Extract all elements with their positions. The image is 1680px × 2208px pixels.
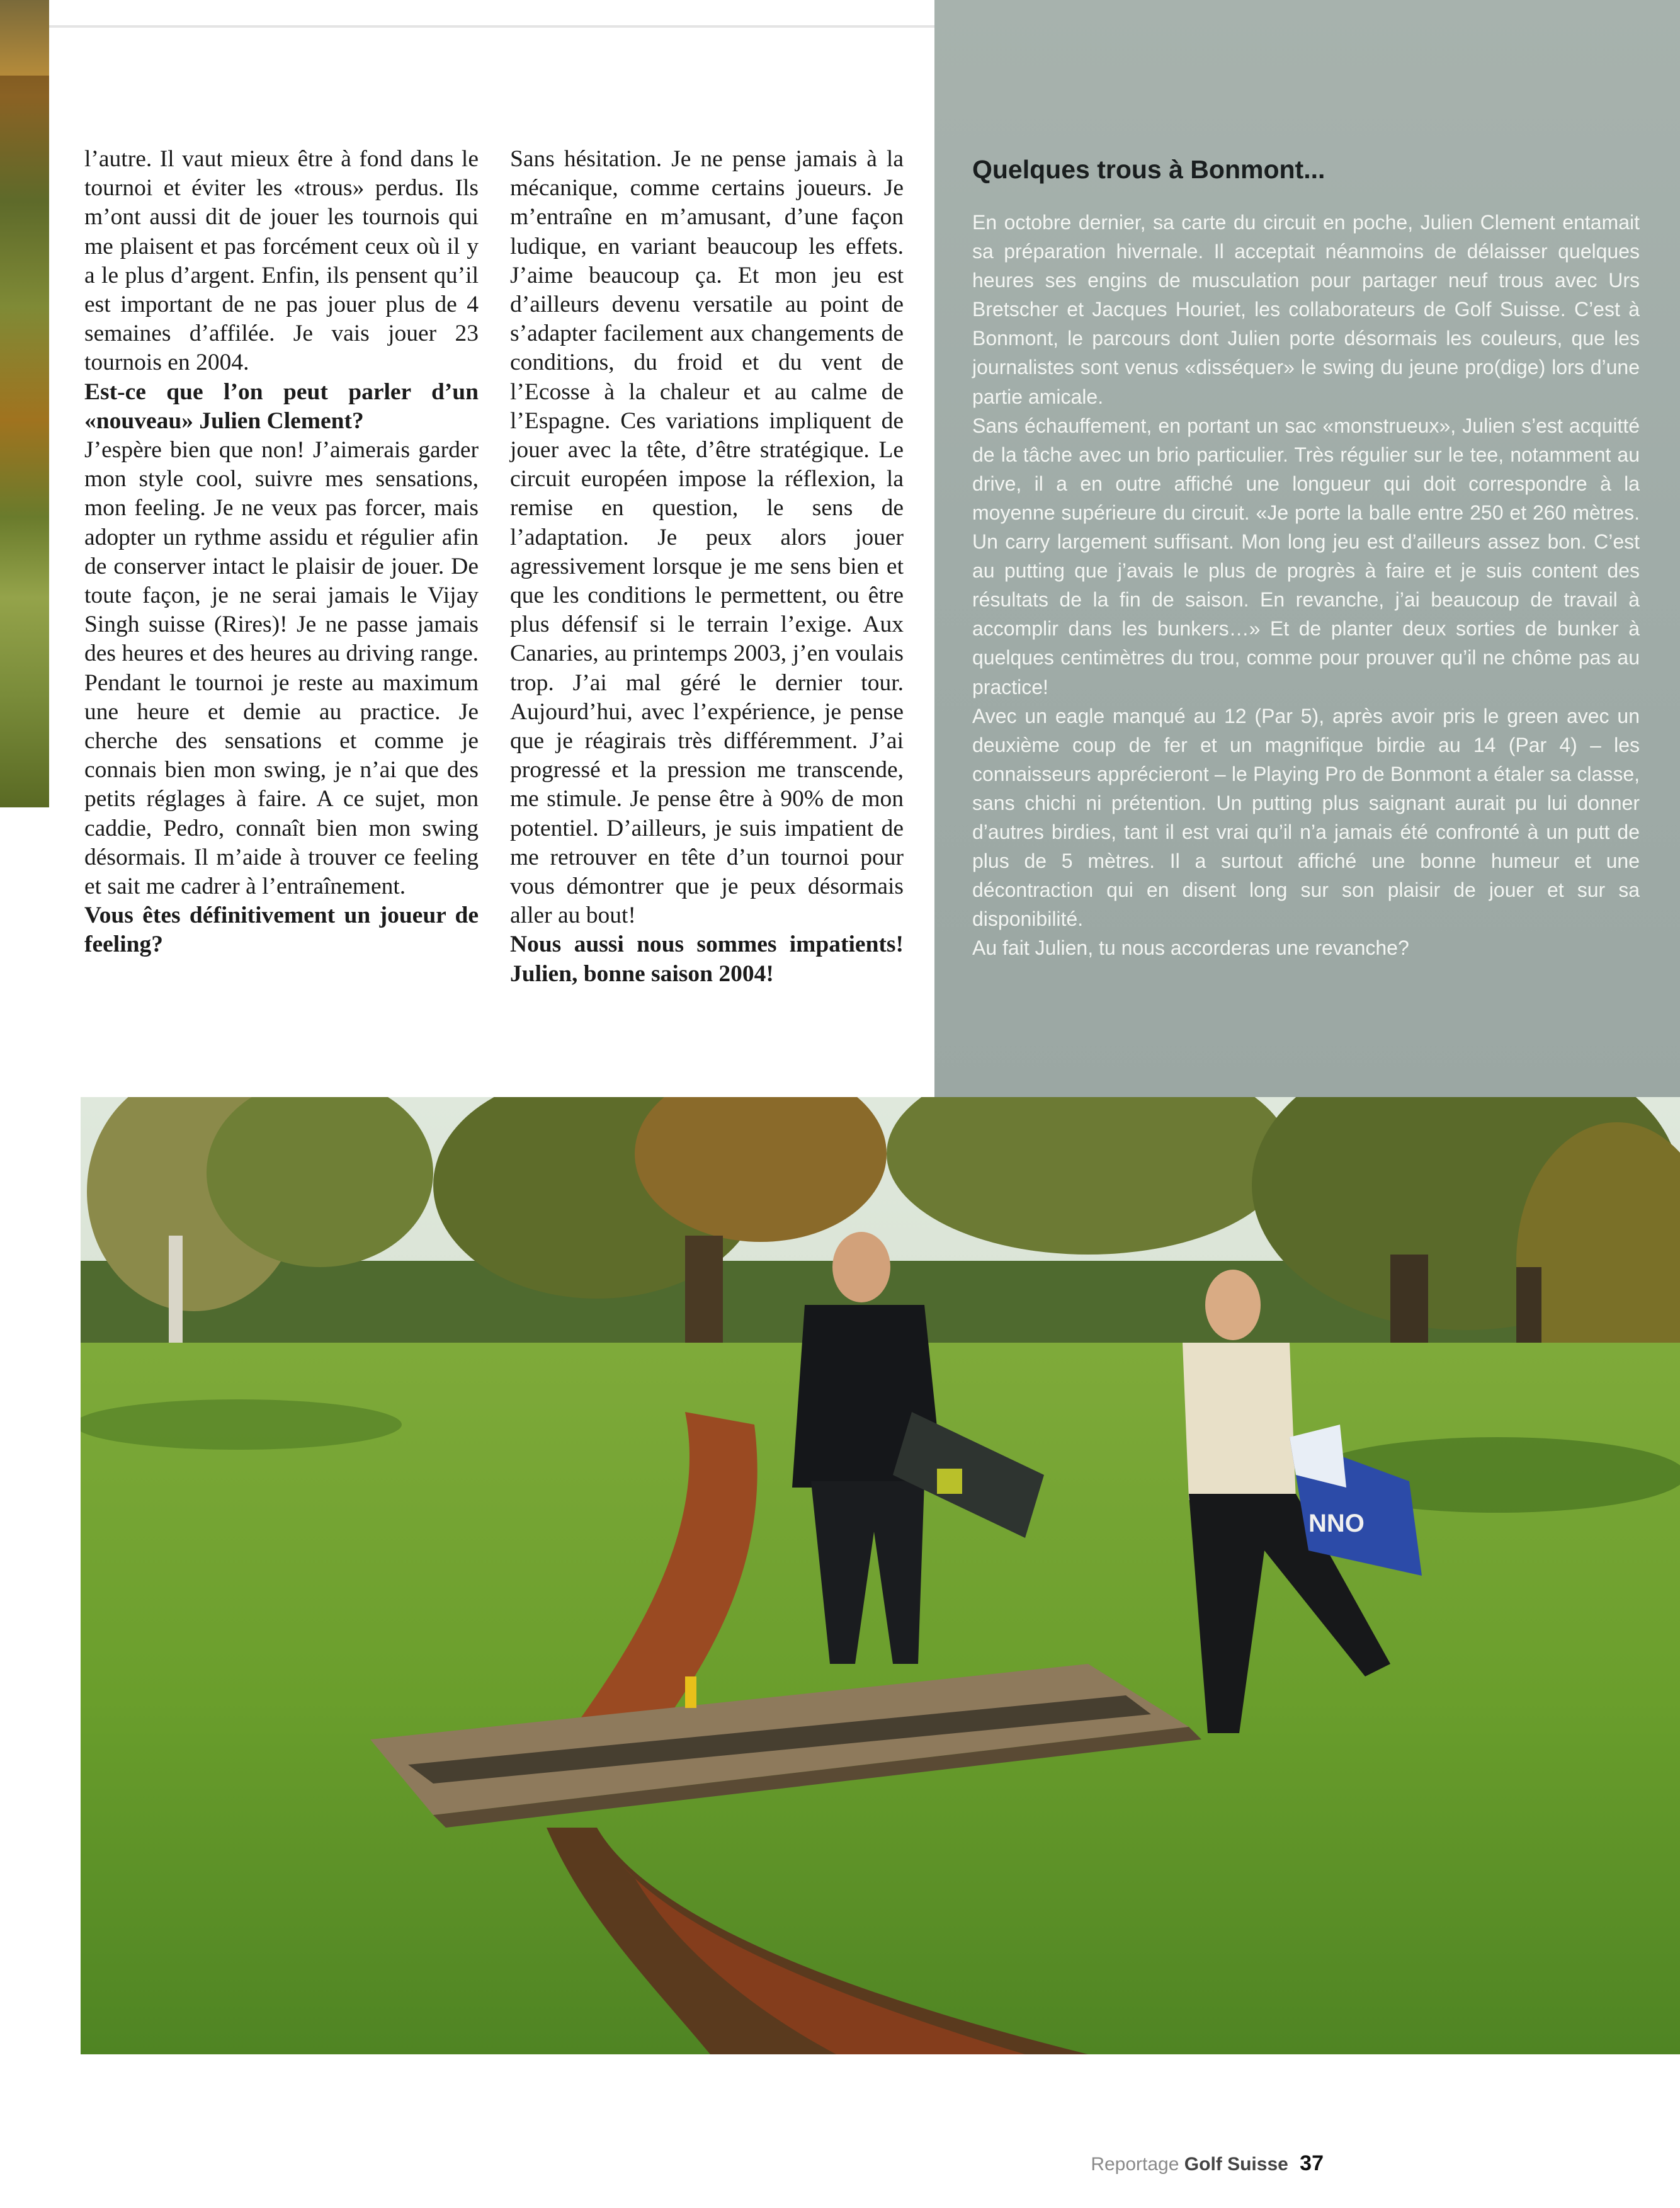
strip-foliage bbox=[0, 0, 49, 76]
page-number: 37 bbox=[1300, 2151, 1324, 2175]
article-column-1 bbox=[84, 145, 479, 960]
sidebar-paragraph: Avec un eagle manqué au 12 (Par 5), après avoir pris le green avec un deuxième coup de fer et un magnifique birdie au 14 (Par 4) – les connaisseurs apprécieront – le Playing Pro de Bonmont a étaler sa classe, sans chichi ni prétention. Un putting plus saignant aurait pu lui donner d’autres birdies, tant il est vrai qu’il n’a jamais été confronté à un putt de plus de 5 mètres. Il a surtout affiché une bonne humeur et une décontraction qui en disent long sur son plaisir de jouer et sur sa disponibilité. bbox=[972, 704, 1640, 931]
footer-magazine: Golf Suisse bbox=[1184, 2154, 1288, 2175]
left-edge-photo-strip bbox=[0, 0, 49, 807]
interview-answer: l’autre. Il vaut mieux être à fond dans le tournoi et éviter les «trous» perdus. Ils m’ont aussi dit de jouer les tournois qui me plaisent et pas forcément ceux où il y a le plus d’argent. Enfin, ils pensent qu’il est important de ne pas jouer plus de 4 semaines d’affilée. Je vais jouer 23 tournois en 2004. bbox=[84, 146, 479, 376]
bag-brand-text: NNO bbox=[1308, 1510, 1365, 1537]
page-footer bbox=[1091, 2151, 1324, 2177]
interview-answer: J’espère bien que non! J’aimerais garder mon style cool, suivre mes sensations, mon feeling. Je ne veux pas forcer, mais adopter un rythme assidu et régulier afin de conserver intact le plaisir de jouer. De toute façon, je ne serai jamais le Vijay Singh suisse (Rires)! Je ne passe jamais des heures et des heures au driving range. Pendant le tournoi je reste au maximum une heure et demie au practice. Je cherche des sensations et comme je connais bien mon swing, je n’ai que des petits réglages à faire. A ce sujet, mon caddie, Pedro, connaît bien mon swing désormais. Il m’aide à trouver ce feeling et sait me cadrer à l’entraînement. bbox=[84, 437, 479, 900]
interview-question: Vous êtes définitivement un joueur de feeling? bbox=[84, 902, 479, 958]
sidebar-title: Quelques trous à Bonmont... bbox=[972, 155, 1325, 184]
golf-course-photo bbox=[81, 1097, 1680, 2054]
interview-question: Est-ce que l’on peut parler d’un «nouveau» Julien Clement? bbox=[84, 378, 479, 434]
article-column-2 bbox=[510, 145, 904, 989]
page-top-rule bbox=[0, 25, 936, 28]
sidebar-paragraph: En octobre dernier, sa carte du circuit en poche, Julien Clement entamait sa préparation hivernale. Il acceptait néanmoins de délaisser quelques heures ses engins de musculation pour partager neuf trous avec Urs Bretscher et Jacques Houriet, les collaborateurs de Golf Suisse. C’est à Bonmont, le parcours dont Julien porte désormais les couleurs, que les journalistes sont venus «disséquer» le swing du jeune pro(dige) lors d’une partie amicale. bbox=[972, 211, 1640, 408]
interview-question: Nous aussi nous sommes impatients! Julien, bonne saison 2004! bbox=[510, 931, 904, 987]
interview-answer: Sans hésitation. Je ne pense jamais à la mécanique, comme certains joueurs. Je m’entraîne en m’amusant, d’une façon ludique, en variant beaucoup les effets. J’aime beaucoup ça. Et mon jeu est d’ailleurs devenu versatile au point de s’adapter facilement aux changements de conditions, du froid et du vent de l’Ecosse à la chaleur et au calme de l’Espagne. Ces variations impliquent de jouer avec la tête, d’être stratégique. Le circuit européen impose la réflexion, la remise en question, le sens de l’adaptation. Je peux alors jouer agressivement lorsque je me sens bien et que les conditions le permettent, ou être plus défensif si le terrain l’exige. Aux Canaries, au printemps 2003, j’en voulais trop. J’ai mal géré le dernier tour. Aujourd’hui, avec l’expérience, je pense que je réagirais très différemment. J’ai progressé et la pression me transcende, me stimule. Je pense être à 90% de mon potentiel. D’ailleurs, je suis impatient de me retrouver en tête d’un tournoi pour vous démontrer que je peux désormais aller au bout! bbox=[510, 146, 904, 929]
sidebar-box bbox=[934, 0, 1680, 1097]
footer-section: Reportage bbox=[1091, 2154, 1179, 2175]
sidebar-paragraph: Au fait Julien, tu nous accorderas une revanche? bbox=[972, 936, 1409, 960]
sidebar-body bbox=[972, 208, 1640, 962]
sidebar-paragraph: Sans échauffement, en portant un sac «monstrueux», Julien s’est acquitté de la tâche avec un brio particulier. Très régulier sur le tee, notamment au drive, il a en outre affiché une longueur qui doit correspondre à la moyenne supérieure du circuit. «Je porte la balle entre 250 et 260 mètres. Un carry largement suffisant. Mon long jeu est d’ailleurs assez bon. C’est au putting que j’avais le plus de progrès à faire et je suis content des résultats de la fin de saison. En revanche, j’ai beaucoup de travail à accomplir dans les bunkers…» Et de planter deux sorties de bunker à quelques centimètres du trou, comme pour prouver qu’il ne chôme pas au practice! bbox=[972, 414, 1640, 698]
